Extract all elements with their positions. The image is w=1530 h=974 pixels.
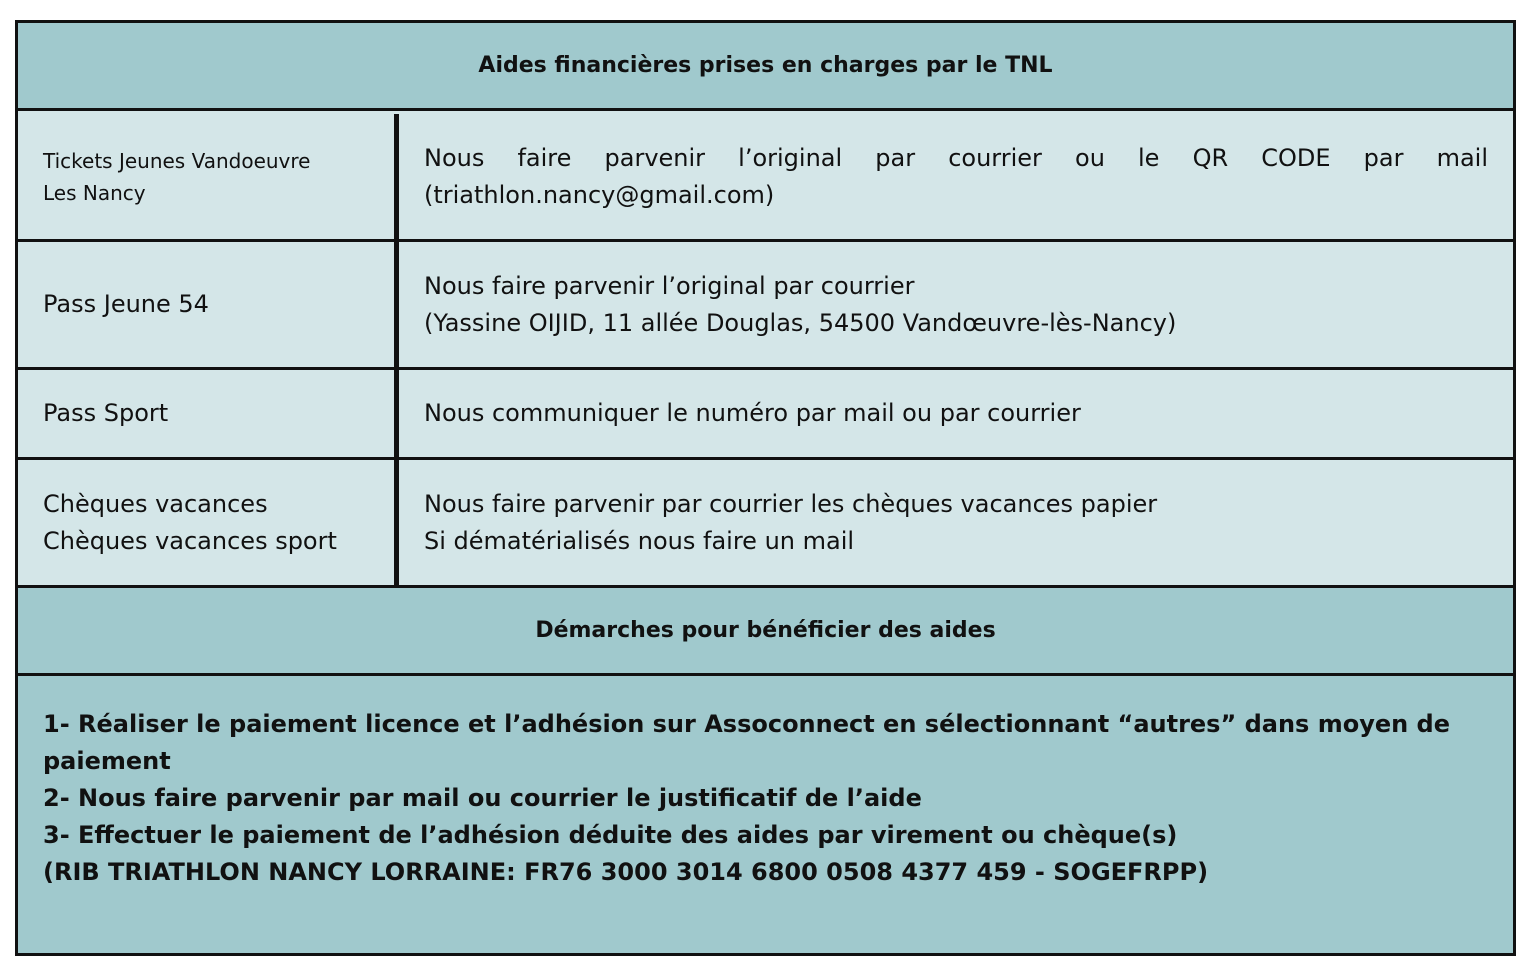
aid-label-cell: [18, 370, 399, 457]
aid-detail-email: (triathlon.nancy@gmail.com): [424, 180, 775, 209]
aid-label: Chèques vacances sport: [43, 526, 337, 555]
section-title-text: Démarches pour bénéficier des aides: [535, 618, 996, 643]
step-item: 3- Effectuer le paiement de l’adhésion déduite des aides par virement ou chèque(s): [43, 821, 1178, 849]
aid-detail: Nous communiquer le numéro par mail ou par courrier: [424, 399, 1081, 427]
aid-label: Pass Jeune 54: [43, 290, 209, 318]
steps-block: [18, 676, 1513, 953]
section-title-demarches: [18, 588, 1513, 676]
aid-label-cell: [18, 460, 399, 585]
table-row-pass-sport: [18, 370, 1513, 460]
aid-detail: Nous faire parvenir par courrier les chèques vacances papier: [424, 489, 1158, 518]
aid-label-cell: [18, 242, 399, 367]
aid-label: Chèques vacances: [43, 489, 268, 518]
section-title-aides: [18, 23, 1513, 111]
aid-label: Tickets Jeunes Vandoeuvre: [43, 148, 311, 173]
rib-line: (RIB TRIATHLON NANCY LORRAINE: FR76 3000 3014 6800 0508 4377 459 - SOGEFRPP): [43, 858, 1209, 886]
aid-label: Pass Sport: [43, 399, 169, 427]
table-row-pass-jeune: [18, 242, 1513, 370]
aid-table: [15, 20, 1516, 956]
table-row-cheques-vacances: [18, 460, 1513, 588]
section-title-text: Aides financières prises en charges par le TNL: [478, 53, 1053, 78]
aid-detail-cell: [399, 370, 1513, 457]
aid-detail-cell: [399, 114, 1513, 239]
step-item: 1- Réaliser le paiement licence et l’adhésion sur Assoconnect en sélectionnant “autres” dans moyen de paiement: [43, 710, 1451, 775]
aid-label-cell: [18, 114, 399, 239]
table-row-tickets-jeunes: [18, 114, 1513, 242]
aid-detail-cell: [399, 460, 1513, 585]
aid-detail: Si dématérialisés nous faire un mail: [424, 526, 855, 555]
step-item: 2- Nous faire parvenir par mail ou courrier le justificatif de l’aide: [43, 784, 922, 812]
aid-detail-cell: [399, 242, 1513, 367]
aid-label: Les Nancy: [43, 180, 146, 205]
aid-detail: Nous faire parvenir l’original par courrier ou le QR CODE par mail: [424, 143, 1488, 172]
aid-detail-address: (Yassine OIJID, 11 allée Douglas, 54500 Vandœuvre-lès-Nancy): [424, 308, 1177, 337]
aid-detail: Nous faire parvenir l’original par courrier: [424, 271, 915, 300]
